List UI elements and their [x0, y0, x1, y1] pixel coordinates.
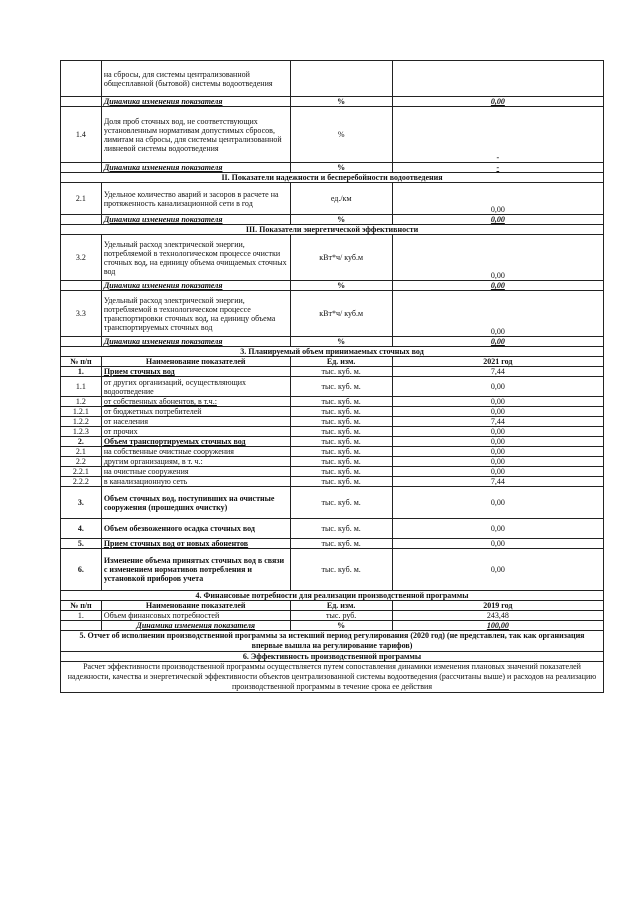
row-unit — [290, 61, 392, 97]
dynamics-value: - — [392, 163, 603, 173]
dynamics-label: Динамика изменения показателя — [101, 163, 290, 173]
table-row — [61, 487, 604, 519]
dynamics-value: 100,00 — [392, 621, 603, 631]
section-heading: 6. Эффективность производственной программы — [61, 652, 604, 662]
table-row — [61, 457, 604, 467]
row-name: от прочих — [101, 427, 290, 437]
row-value — [392, 61, 603, 97]
table-row — [61, 539, 604, 549]
efficiency-text: Расчет эффективности производственной программы осуществляется путем сопоставления динамики изменения плановых значений показателей надежности, качества и энергетической эффективности объектов централизованной системы водоотведения (рассчитаны выше) и расходов на реализацию производственной программы в течение срока ее действия — [61, 662, 604, 693]
row-value: 243,48 — [392, 611, 603, 621]
row-num: 1.4 — [61, 107, 102, 163]
dynamics-unit: % — [290, 621, 392, 631]
dynamics-label: Динамика изменения показателя — [101, 215, 290, 225]
row-unit: кВт*ч/ куб.м — [290, 235, 392, 281]
dynamics-row — [61, 97, 604, 107]
table-row — [61, 291, 604, 337]
row-num: 2. — [61, 437, 102, 447]
row-name: Доля проб сточных вод, не соответствующих установленным нормативам допустимых сбросов, лимитам на сбросы, для системы централизованной ливневой системы водоотведения — [101, 107, 290, 163]
row-unit: тыс. куб. м. — [290, 477, 392, 487]
row-name: на очистные сооружения — [101, 467, 290, 477]
section-heading: 4. Финансовые потребности для реализации производственной программы — [61, 591, 604, 601]
row-unit: тыс. куб. м. — [290, 539, 392, 549]
header-num: № п/п — [61, 357, 102, 367]
row-num: 2.2.2 — [61, 477, 102, 487]
row-name: Объем транспортируемых сточных вод — [101, 437, 290, 447]
row-name: от других организаций, осуществляющих водоотведение — [101, 377, 290, 397]
row-value: 0,00 — [392, 183, 603, 215]
dynamics-unit: % — [290, 281, 392, 291]
section-heading: III. Показатели энергетической эффективности — [61, 225, 604, 235]
row-name: Объем обезвоженного осадка сточных вод — [101, 519, 290, 539]
row-name: в канализационную сеть — [101, 477, 290, 487]
header-num: № п/п — [61, 601, 102, 611]
row-num: 2.1 — [61, 183, 102, 215]
table-header-row — [61, 357, 604, 367]
row-unit: тыс. куб. м. — [290, 407, 392, 417]
row-unit: тыс. куб. м. — [290, 437, 392, 447]
row-value: 0,00 — [392, 427, 603, 437]
row-unit: % — [290, 107, 392, 163]
row-num — [61, 61, 102, 97]
section-heading-row — [61, 347, 604, 357]
header-unit: Ед. изм. — [290, 357, 392, 367]
dynamics-value: 0,00 — [392, 281, 603, 291]
row-value: 0,00 — [392, 235, 603, 281]
row-num: 1. — [61, 611, 102, 621]
row-value: 7,44 — [392, 417, 603, 427]
header-name: Наименование показателей — [101, 601, 290, 611]
table-row — [61, 407, 604, 417]
table-row — [61, 367, 604, 377]
dynamics-label: Динамика изменения показателя — [101, 337, 290, 347]
row-name: Объем сточных вод, поступивших на очистные сооружения (прошедших очистку) — [101, 487, 290, 519]
row-name: Прием сточных вод — [101, 367, 290, 377]
row-unit: ед./км — [290, 183, 392, 215]
table-row — [61, 183, 604, 215]
section-heading: 3. Планируемый объем принимаемых сточных вод — [61, 347, 604, 357]
row-num: 2.2.1 — [61, 467, 102, 477]
row-name: от собственных абонентов, в т.ч.: — [101, 397, 290, 407]
row-value: 0,00 — [392, 407, 603, 417]
row-name: на собственные очистные сооружения — [101, 447, 290, 457]
dynamics-row — [61, 215, 604, 225]
table-row — [61, 61, 604, 97]
row-unit: тыс. куб. м. — [290, 457, 392, 467]
table-row — [61, 107, 604, 163]
row-unit: тыс. куб. м. — [290, 549, 392, 591]
section-heading-row — [61, 225, 604, 235]
row-num: 1.2.3 — [61, 427, 102, 437]
section-heading: II. Показатели надежности и бесперебойности водоотведения — [61, 173, 604, 183]
table-row — [61, 519, 604, 539]
dynamics-label: Динамика изменения показателя — [101, 97, 290, 107]
dynamics-row — [61, 163, 604, 173]
section-heading-row — [61, 173, 604, 183]
row-name: Объем финансовых потребностей — [101, 611, 290, 621]
row-name: Прием сточных вод от новых абонентов — [101, 539, 290, 549]
row-num: 2.1 — [61, 447, 102, 457]
row-value: 0,00 — [392, 519, 603, 539]
dynamics-value: 0,00 — [392, 97, 603, 107]
row-value: 7,44 — [392, 477, 603, 487]
row-num: 1.2 — [61, 397, 102, 407]
row-value: 0,00 — [392, 397, 603, 407]
row-unit: тыс. куб. м. — [290, 447, 392, 457]
row-value: 7,44 — [392, 367, 603, 377]
dynamics-unit: % — [290, 337, 392, 347]
dynamics-value: 0,00 — [392, 215, 603, 225]
header-year: 2019 год — [392, 601, 603, 611]
indicators-table — [60, 60, 604, 693]
section5-row — [61, 631, 604, 652]
row-name: на сбросы, для системы централизованной общесплавной (бытовой) системы водоотведения — [101, 61, 290, 97]
row-value: 0,00 — [392, 377, 603, 397]
table-row — [61, 427, 604, 437]
row-value: 0,00 — [392, 549, 603, 591]
table-row — [61, 477, 604, 487]
header-year: 2021 год — [392, 357, 603, 367]
row-num: 3. — [61, 487, 102, 519]
table-row — [61, 437, 604, 447]
section-heading-row — [61, 652, 604, 662]
dynamics-unit: % — [290, 163, 392, 173]
section6-row — [61, 662, 604, 693]
table-row — [61, 417, 604, 427]
dynamics-value: 0,00 — [392, 337, 603, 347]
row-unit: тыс. куб. м. — [290, 377, 392, 397]
row-unit: тыс. куб. м. — [290, 467, 392, 477]
row-name: от бюджетных потребителей — [101, 407, 290, 417]
row-unit: тыс. куб. м. — [290, 427, 392, 437]
row-unit: тыс. куб. м. — [290, 487, 392, 519]
row-num: 1.2.2 — [61, 417, 102, 427]
row-value: 0,00 — [392, 437, 603, 447]
row-name: Удельный расход электрической энергии, потребляемой в технологическом процессе транспортировки сточных вод, на единицу объема транспортируемых сточных вод — [101, 291, 290, 337]
table-row — [61, 611, 604, 621]
row-num: 3.3 — [61, 291, 102, 337]
table-row — [61, 447, 604, 457]
row-value: 0,00 — [392, 457, 603, 467]
row-num: 4. — [61, 519, 102, 539]
row-num: 5. — [61, 539, 102, 549]
dynamics-row — [61, 337, 604, 347]
table-row — [61, 235, 604, 281]
row-value: 0,00 — [392, 539, 603, 549]
header-name: Наименование показателей — [101, 357, 290, 367]
section-heading-row — [61, 591, 604, 601]
table-row — [61, 549, 604, 591]
row-value: 0,00 — [392, 447, 603, 457]
row-name: от населения — [101, 417, 290, 427]
dynamics-row — [61, 281, 604, 291]
row-unit: тыс. куб. м. — [290, 397, 392, 407]
table-row — [61, 397, 604, 407]
row-value: - — [392, 107, 603, 163]
dynamics-label: Динамика изменения показателя — [101, 621, 290, 631]
row-value: 0,00 — [392, 467, 603, 477]
report-note: 5. Отчет об исполнении производственной программы за истекший период регулирования (2020 год) (не представлен, так как организация впервые вышла на регулирование тарифов) — [61, 631, 604, 652]
table-row — [61, 377, 604, 397]
row-name: Удельное количество аварий и засоров в расчете на протяженность канализационной сети в год — [101, 183, 290, 215]
row-num: 1.2.1 — [61, 407, 102, 417]
dynamics-label: Динамика изменения показателя — [101, 281, 290, 291]
document-page — [60, 60, 604, 693]
row-unit: тыс. куб. м. — [290, 519, 392, 539]
table-header-row — [61, 601, 604, 611]
row-unit: тыс. куб. м. — [290, 417, 392, 427]
row-value: 0,00 — [392, 487, 603, 519]
row-unit: тыс. руб. — [290, 611, 392, 621]
dynamics-unit: % — [290, 215, 392, 225]
dynamics-unit: % — [290, 97, 392, 107]
row-num: 1.1 — [61, 377, 102, 397]
row-num: 2.2 — [61, 457, 102, 467]
row-num: 6. — [61, 549, 102, 591]
row-name: Удельный расход электрической энергии, потребляемой в технологическом процессе очистки сточных вод, на единицу объема очищаемых сточных вод — [101, 235, 290, 281]
row-name: Изменение объема принятых сточных вод в связи с изменением нормативов потребления и установкой приборов учета — [101, 549, 290, 591]
row-num: 3.2 — [61, 235, 102, 281]
row-unit: тыс. куб. м. — [290, 367, 392, 377]
dynamics-row — [61, 621, 604, 631]
row-value: 0,00 — [392, 291, 603, 337]
row-num: 1. — [61, 367, 102, 377]
header-unit: Ед. изм. — [290, 601, 392, 611]
table-row — [61, 467, 604, 477]
row-unit: кВт*ч/ куб.м — [290, 291, 392, 337]
row-name: другим организациям, в т. ч.: — [101, 457, 290, 467]
